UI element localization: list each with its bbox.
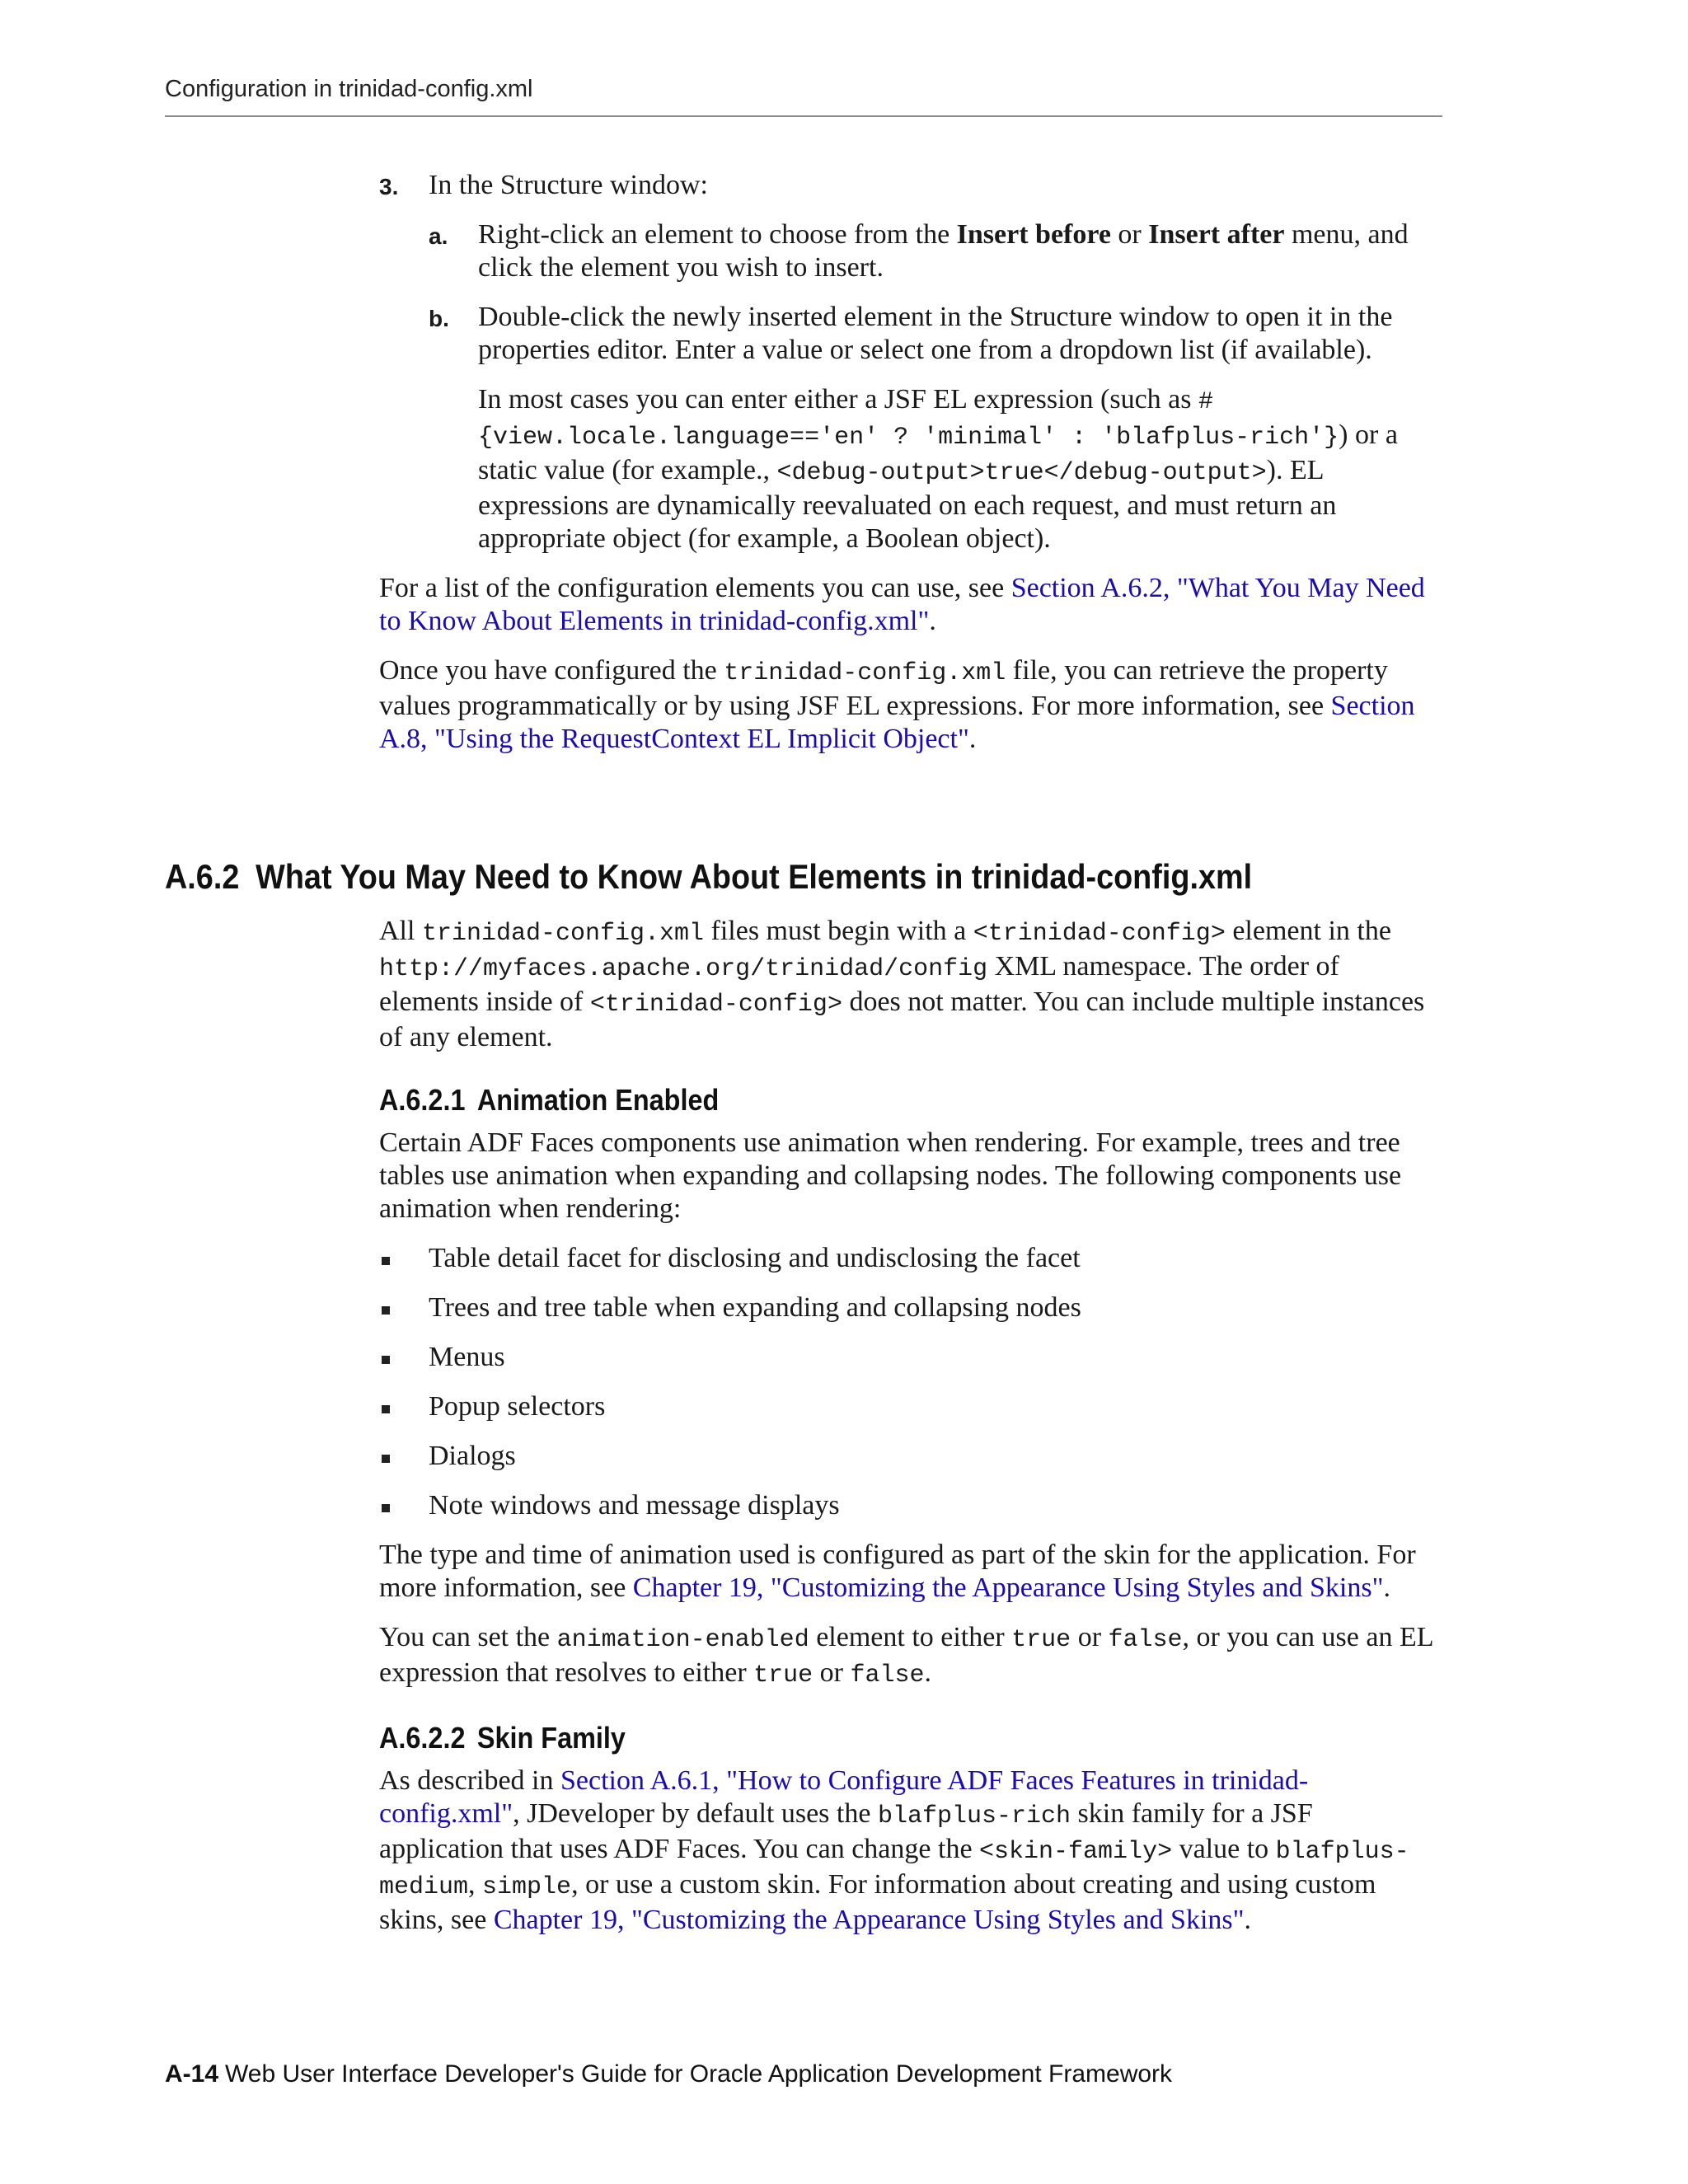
bullet-icon bbox=[382, 1455, 390, 1463]
step-text: or bbox=[1110, 219, 1149, 250]
paragraph-text: The type and time of animation used is configured as part of the skin for the application. For more information, see bbox=[379, 1540, 1416, 1603]
step-text: menu, and click the element you wish to insert. bbox=[478, 219, 1409, 283]
step-3b bbox=[379, 301, 1442, 367]
step-3a bbox=[379, 218, 1442, 284]
paragraph-text: , JDeveloper by default uses the bbox=[513, 1798, 878, 1829]
paragraph-text: . bbox=[924, 1657, 932, 1688]
step-letter: a. bbox=[429, 223, 448, 249]
animation-components-list bbox=[379, 1242, 1442, 1522]
subsection-title: Animation Enabled bbox=[476, 1083, 720, 1117]
code-snippet: blafplus-rich bbox=[877, 1802, 1071, 1830]
code-snippet: <trinidad-config> bbox=[973, 920, 1226, 948]
code-snippet: simple bbox=[482, 1873, 572, 1901]
subsection-heading-animation bbox=[379, 1084, 1336, 1117]
subsection-number: A.6.2.1 bbox=[379, 1083, 466, 1117]
book-title: Web User Interface Developer's Guide for Oracle Application Development Framework bbox=[225, 2060, 1173, 2088]
section-title: What You May Need to Know About Elements in trinidad-config.xml bbox=[256, 857, 1253, 896]
page-footer bbox=[165, 2060, 1172, 2088]
list-item bbox=[379, 1341, 1442, 1374]
list-item bbox=[379, 1489, 1442, 1522]
paragraph-text: In most cases you can enter either a JSF EL expression (such as bbox=[478, 384, 1199, 415]
step-number: 3. bbox=[379, 174, 399, 199]
animation-enabled-paragraph bbox=[379, 1621, 1442, 1692]
code-snippet: false bbox=[1108, 1626, 1183, 1654]
section-content bbox=[379, 915, 1442, 1953]
skin-family-paragraph bbox=[379, 1765, 1442, 1937]
menu-name: Insert after bbox=[1148, 219, 1285, 250]
list-item-text: Trees and tree table when expanding and collapsing nodes bbox=[429, 1292, 1081, 1323]
paragraph-text: . bbox=[1383, 1572, 1390, 1603]
paragraph-text: files must begin with a bbox=[704, 916, 973, 946]
subsection-title: Skin Family bbox=[476, 1721, 626, 1755]
code-snippet: http://myfaces.apache.org/trinidad/config bbox=[379, 955, 988, 983]
paragraph-text: ) or a static value (for example., bbox=[478, 419, 1398, 485]
step-3b-continuation bbox=[379, 383, 1442, 555]
intro-content bbox=[379, 169, 1442, 772]
bullet-icon bbox=[382, 1504, 390, 1512]
list-item-text: Note windows and message displays bbox=[429, 1490, 840, 1521]
section-number: A.6.2 bbox=[165, 857, 240, 896]
section-heading bbox=[165, 857, 1252, 897]
paragraph-text: , or use a custom skin. For information about creating and using custom skins, see bbox=[379, 1869, 1376, 1935]
paragraph-text: XML namespace. The order of elements inside of bbox=[379, 951, 1339, 1017]
list-item bbox=[379, 1242, 1442, 1275]
code-snippet: true bbox=[1011, 1626, 1071, 1654]
paragraph-text: . bbox=[968, 724, 977, 754]
code-snippet: <debug-output>true</debug-output> bbox=[776, 459, 1267, 487]
paragraph-text: skin family for a JSF application that uses ADF Faces. You can change the bbox=[379, 1798, 1313, 1864]
section-a8-link[interactable]: Section A.8, "Using the RequestContext EL Implicit Object" bbox=[379, 691, 1415, 754]
paragraph-text: value to bbox=[1172, 1834, 1276, 1864]
subsection-number: A.6.2.2 bbox=[379, 1721, 466, 1755]
bullet-icon bbox=[382, 1405, 390, 1413]
paragraph-text: does not matter. You can include multiple instances of any element. bbox=[379, 987, 1425, 1052]
paragraph-text: For a list of the configuration elements you can use, see bbox=[379, 573, 1011, 603]
code-snippet: <skin-family> bbox=[979, 1838, 1173, 1866]
code-snippet: false bbox=[850, 1661, 925, 1690]
step-text: In the Structure window: bbox=[429, 170, 708, 200]
step-3 bbox=[379, 169, 1442, 202]
code-snippet: trinidad-config.xml bbox=[724, 659, 1006, 687]
code-snippet: blafplus-medium bbox=[379, 1838, 1409, 1901]
chapter-19-link[interactable]: Chapter 19, "Customizing the Appearance Using Styles and Skins" bbox=[632, 1572, 1384, 1603]
retrieve-values-paragraph bbox=[379, 654, 1442, 756]
code-snippet: trinidad-config.xml bbox=[421, 920, 705, 948]
paragraph-text: ). EL expressions are dynamically reevaluated on each request, and must return an appropriate object (for example, a Boolean object). bbox=[478, 455, 1337, 554]
paragraph-text: . bbox=[929, 606, 936, 636]
bullet-icon bbox=[382, 1306, 390, 1315]
section-a62-link[interactable]: Section A.6.2, "What You May Need to Know About Elements in trinidad-config.xml" bbox=[379, 573, 1425, 636]
paragraph-text: Once you have configured the bbox=[379, 655, 724, 686]
list-item bbox=[379, 1390, 1442, 1423]
animation-type-paragraph bbox=[379, 1539, 1442, 1605]
code-snippet: <trinidad-config> bbox=[589, 991, 842, 1019]
paragraph-text: element to either bbox=[809, 1622, 1012, 1652]
paragraph-text: element in the bbox=[1225, 916, 1391, 946]
list-item bbox=[379, 1291, 1442, 1324]
paragraph-text: . bbox=[1244, 1905, 1252, 1935]
chapter-19-link[interactable]: Chapter 19, "Customizing the Appearance Using Styles and Skins" bbox=[493, 1905, 1245, 1935]
step-letter: b. bbox=[429, 306, 449, 331]
paragraph-text: All bbox=[379, 916, 422, 946]
code-snippet: #{view.locale.language=='en' ? 'minimal' : 'blafplus-rich'} bbox=[478, 388, 1339, 452]
code-snippet: animation-enabled bbox=[556, 1626, 809, 1654]
code-snippet: true bbox=[753, 1661, 814, 1690]
menu-name: Insert before bbox=[956, 219, 1111, 250]
bullet-icon bbox=[382, 1257, 390, 1265]
paragraph-text: , bbox=[468, 1869, 483, 1900]
animation-intro-paragraph: Certain ADF Faces components use animation when rendering. For example, trees and tree tables use animation when expanding and collapsing nodes. The following components use animation when rendering: bbox=[379, 1127, 1402, 1224]
list-item-text: Table detail facet for disclosing and undisclosing the facet bbox=[429, 1243, 1081, 1273]
subsection-heading-skin bbox=[379, 1722, 1336, 1755]
step-text: Right-click an element to choose from the bbox=[478, 219, 957, 250]
list-item-text: Menus bbox=[429, 1342, 505, 1372]
namespace-paragraph bbox=[379, 915, 1442, 1054]
paragraph-text: or bbox=[813, 1657, 851, 1688]
section-a61-link[interactable]: Section A.6.1, "How to Configure ADF Faces Features in trinidad-config.xml" bbox=[379, 1765, 1309, 1829]
page-number: A-14 bbox=[165, 2060, 219, 2088]
config-elements-paragraph bbox=[379, 572, 1442, 638]
step-text: Double-click the newly inserted element in the Structure window to open it in the properties editor. Enter a value or select one from a dropdown list (if available). bbox=[478, 302, 1393, 365]
paragraph-text: As described in bbox=[379, 1765, 561, 1796]
paragraph-text: , or you can use an EL expression that resolves to either bbox=[379, 1622, 1433, 1688]
running-header: Configuration in trinidad-config.xml bbox=[165, 76, 533, 102]
paragraph-text: file, you can retrieve the property values programmatically or by using JSF EL expressions. For more information, see bbox=[379, 655, 1388, 721]
list-item-text: Popup selectors bbox=[429, 1391, 606, 1422]
paragraph-text: or bbox=[1071, 1622, 1109, 1652]
header-divider bbox=[165, 115, 1442, 117]
list-item-text: Dialogs bbox=[429, 1441, 516, 1471]
list-item bbox=[379, 1440, 1442, 1473]
paragraph-text: You can set the bbox=[379, 1622, 557, 1652]
bullet-icon bbox=[382, 1356, 390, 1364]
